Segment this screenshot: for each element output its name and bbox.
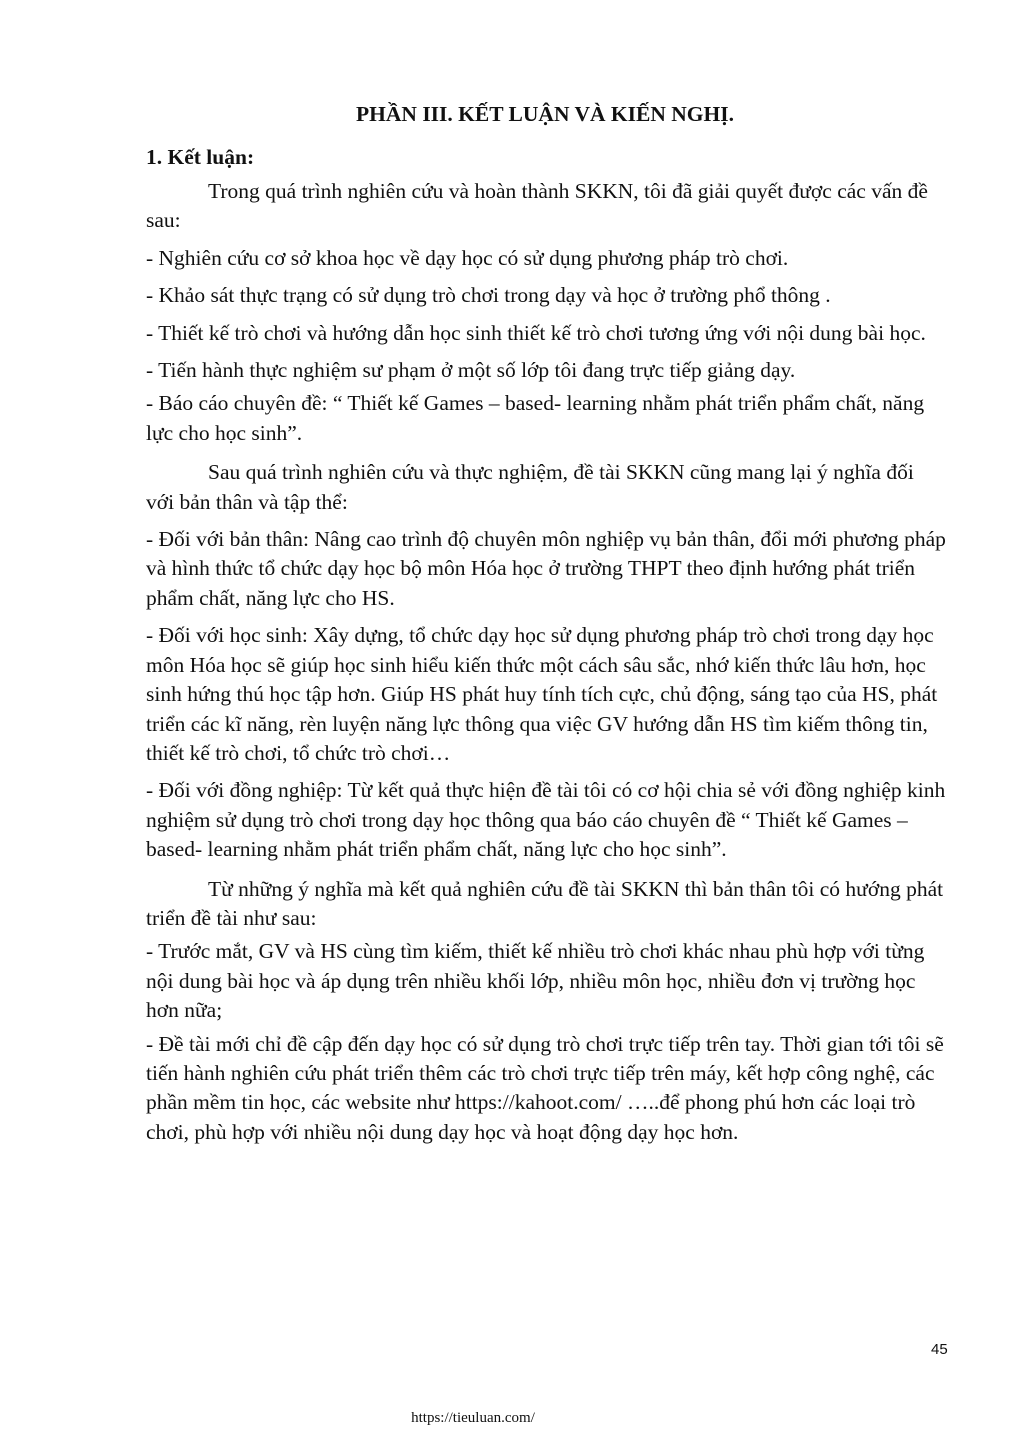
paragraph-bullet: - Đề tài mới chỉ đề cập đến dạy học có sử dụng trò chơi trực tiếp trên tay. Thời gian tới tôi sẽ tiến hành nghiên cứu phát triển thêm các trò chơi trực tiếp trên máy, kết hợp công nghệ, các phần mềm tin học, các website như https://kahoot.com/ …..để phong phú hơn các loại trò chơi, phù hợp với nhiều nội dung dạy học và hoạt động dạy học hơn. [146, 1031, 944, 1144]
paragraph-bullet: - Báo cáo chuyên đề: “ Thiết kế Games – based- learning nhằm phát triển phẩm chất, năng lực cho học sinh”. [146, 391, 925, 445]
paragraph-bullet: - Tiến hành thực nghiệm sư phạm ở một số lớp tôi đang trực tiếp giảng dạy. [146, 358, 796, 383]
paragraph-bullet: - Đối với bản thân: Nâng cao trình độ chuyên môn nghiệp vụ bản thân, đổi mới phương pháp và hình thức tổ chức dạy học bộ môn Hóa học ở trường THPT theo định hướng phát triển phẩm chất, năng lực cho HS. [146, 527, 946, 610]
paragraph-intro: Trong quá trình nghiên cứu và hoàn thành SKKN, tôi đã giải quyết được các vấn đề sau: [146, 179, 928, 233]
page-title: PHẦN III. KẾT LUẬN VÀ KIẾN NGHỊ. [356, 102, 734, 126]
paragraph-direction: Từ những ý nghĩa mà kết quả nghiên cứu đề tài SKKN thì bản thân tôi có hướng phát triển đề tài như sau: [146, 876, 944, 930]
paragraph-bullet: - Trước mắt, GV và HS cùng tìm kiếm, thiết kế nhiều trò chơi khác nhau phù hợp với từng nội dung bài học và áp dụng trên nhiều khối lớp, nhiều môn học, nhiều đơn vị trường học hơn nữa; [146, 939, 925, 1023]
paragraph-bullet: - Đối với học sinh: Xây dựng, tổ chức dạy học sử dụng phương pháp trò chơi trong dạy học môn Hóa học sẽ giúp học sinh hiểu kiến thức một cách sâu sắc, nhớ kiến thức lâu hơn, học sinh hứng thú học tập hơn. Giúp HS phát huy tính tích cực, chủ động, sáng tạo của HS, phát triển các kĩ năng, rèn luyện năng lực thông qua việc GV hướng dẫn HS tìm kiếm thông tin, thiết kế trò chơi, tổ chức trò chơi… [146, 623, 938, 765]
paragraph-bullet: - Thiết kế trò chơi và hướng dẫn học sinh thiết kế trò chơi tương ứng với nội dung bài học. [146, 320, 926, 345]
paragraph-significance: Sau quá trình nghiên cứu và thực nghiệm, đề tài SKKN cũng mang lại ý nghĩa đối với bản thân và tập thể: [146, 460, 914, 514]
footer-url[interactable]: https://tieuluan.com/ [411, 1410, 535, 1426]
page-number: 45 [931, 1341, 948, 1358]
document-body [146, 177, 946, 1147]
paragraph-bullet: - Khảo sát thực trạng có sử dụng trò chơi trong dạy và học ở trường phổ thông . [146, 283, 831, 308]
paragraph-bullet: - Đối với đồng nghiệp: Từ kết quả thực hiện đề tài tôi có cơ hội chia sẻ với đồng nghiệp kinh nghiệm sử dụng trò chơi trong dạy học thông qua báo cáo chuyên đề “ Thiết kế Games – based- learning nhằm phát triển phẩm chất, năng lực cho học sinh”. [146, 778, 946, 862]
paragraph-bullet: - Nghiên cứu cơ sở khoa học về dạy học có sử dụng phương pháp trò chơi. [146, 245, 789, 270]
section-heading: 1. Kết luận: [146, 145, 255, 169]
